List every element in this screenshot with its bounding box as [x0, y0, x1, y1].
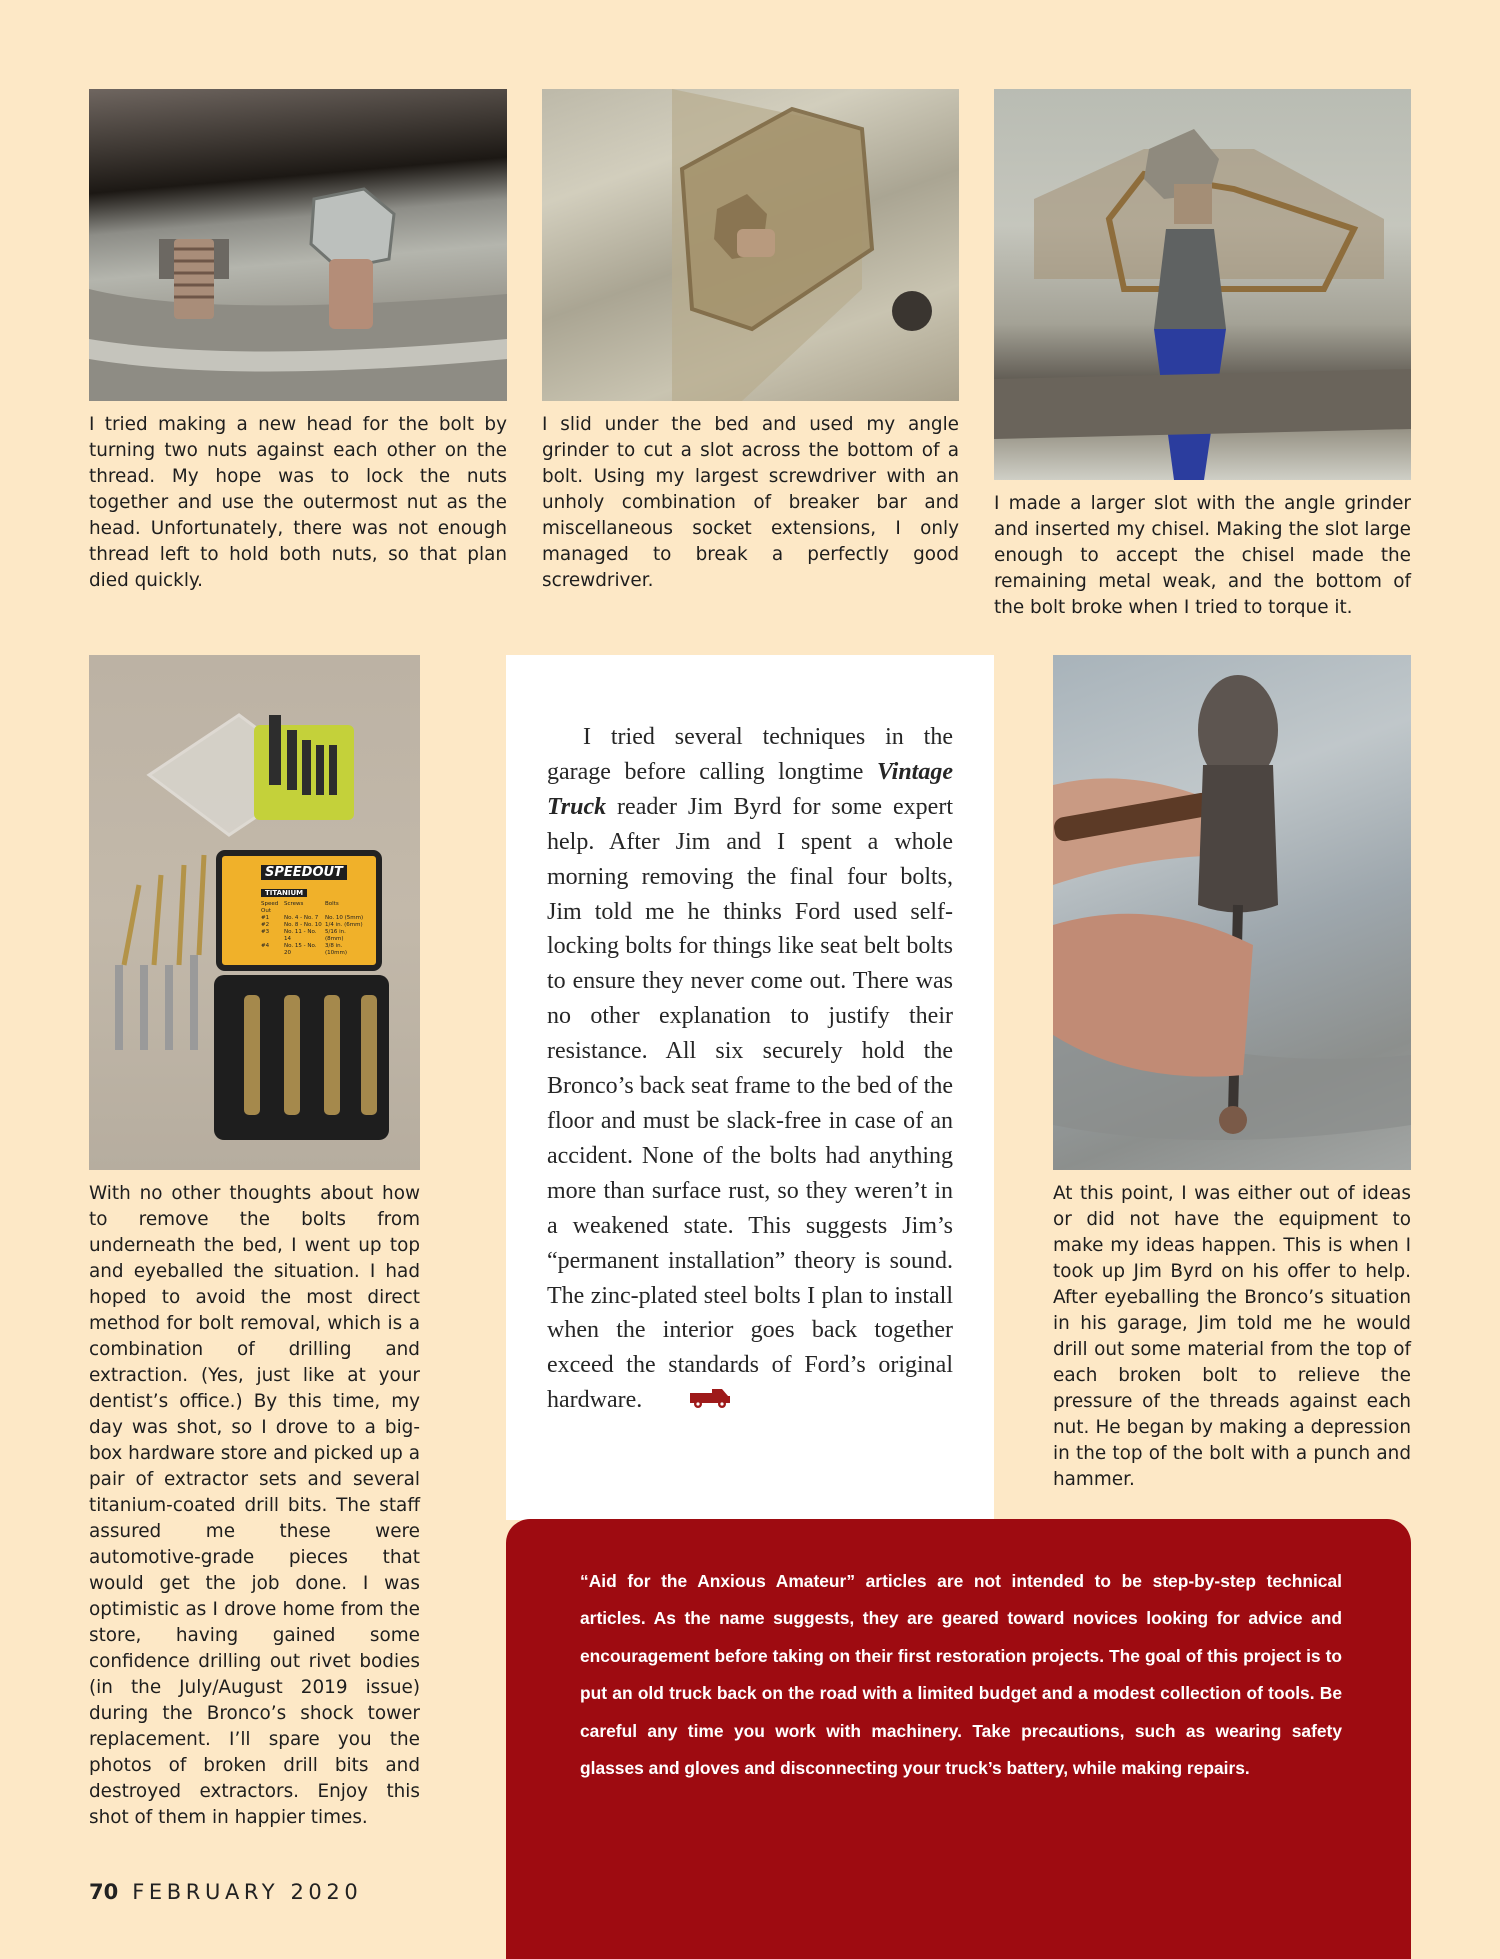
table-header: Speed Out [261, 901, 279, 914]
article-body [506, 655, 994, 1520]
table-cell: 1/4 in. (6mm) [325, 922, 363, 928]
photo-hammer-and-punch [1053, 655, 1411, 1170]
table-cell: #3 [261, 929, 270, 935]
table-cell: No. 11 - No. 14 [284, 929, 317, 942]
photo-caption-2: I slid under the bed and used my angle grinder to cut a slot across the bottom of a bolt. Using my largest screwdriver with an unholy combination of breaker bar and miscellaneous socket extensions, I only managed to break a perfectly good screwdriver. [542, 414, 959, 591]
magazine-name: Vintage Truck [547, 758, 953, 820]
table-row [261, 915, 371, 922]
table-row [261, 929, 371, 943]
table-header: Bolts [325, 901, 339, 907]
photo-extractor-sets [89, 655, 420, 1170]
photo-caption-5: At this point, I was either out of ideas or did not have the equipment to make my ideas happen. This is when I took up Jim Byrd on his offer to help. After eyeballing the Bronco’s situation in his garage, Jim told me he would drill out some material from the top of each broken bolt to relieve the pressure of the threads against each nut. He began by making a depression in the top of the bolt with a punch and hammer. [1053, 1183, 1411, 1490]
hammer-illustration [1053, 655, 1411, 1170]
photo-nuts-on-bolt [89, 89, 507, 401]
article-paragraph [547, 720, 953, 1420]
extractor-package-label [227, 861, 371, 961]
slotted-bolt-illustration [542, 89, 959, 401]
table-header: Screws [284, 901, 304, 907]
table-row [261, 922, 371, 929]
article-text-after: reader Jim Byrd for some expert help. After Jim and I spent a whole morning removing the final four bolts, Jim told me he thinks Ford used self-locking bolts for things like seat belt bolts to ensure they never come out. There was no other explanation to justify their resistance. All six securely hold the Bronco’s back seat frame to the bed of the floor and must be slack-free in case of an accident. None of the bolts had anything more than surface rust, so they weren’t in a weakened state. This suggests Jim’s “permanent installation” theory is sound. The zinc-plated steel bolts I plan to install when the interior goes back together exceed the standards of Ford’s original hardware. [547, 793, 953, 1414]
table-cell: No. 10 (5mm) [325, 915, 364, 921]
photo-chisel-in-slot [994, 89, 1411, 480]
disclaimer-text: “Aid for the Anxious Amateur” articles are not intended to be step-by-step technical articles. As the name suggests, they are geared toward novices looking for advice and encouragement before taking on their first restoration projects. The goal of this project is to put an old truck back on the road with a limited budget and a modest collection of tools. Be careful any time you work with machinery. Take precautions, such as wearing safety glasses and gloves and disconnecting your truck’s battery, while making repairs. [580, 1571, 1342, 1779]
table-row [261, 943, 371, 957]
table-cell: #1 [261, 915, 270, 921]
photo-caption-4: With no other thoughts about how to remove the bolts from underneath the bed, I went up top and eyeballed the situation. I had hoped to avoid the most direct method for bolt removal, which is a combination of drilling and extraction. (Yes, just like at your dentist’s office.) By this time, my day was shot, so I drove to a big-box hardware store and picked up a pair of extractor sets and several titanium-coated drill bits. The staff assured me these were automotive-grade pieces that would get the job done. I was optimistic as I drove home from the store, having gained some confidence drilling out rivet bodies (in the July/August 2019 issue) during the Bronco’s shock tower replacement. I’ll spare you the photos of broken drill bits and destroyed extractors. Enjoy this shot of them in happier times. [89, 1183, 420, 1828]
extractor-brand: SPEEDOUT [261, 865, 347, 880]
nuts-on-bolt-illustration [89, 89, 507, 401]
table-cell: 5/16 in. (8mm) [325, 929, 346, 942]
extractor-subtitle: TITANIUM [261, 889, 307, 897]
truck-icon [652, 1385, 732, 1420]
disclaimer-box [506, 1519, 1411, 1959]
issue-date: FEBRUARY 2020 [132, 1880, 363, 1904]
table-cell: No. 4 - No. 7 [284, 915, 319, 921]
article-text-before: I tried several techniques in the garage before calling longtime [547, 724, 953, 785]
table-cell: No. 8 - No. 10 [284, 922, 322, 928]
table-cell: 3/8 in. (10mm) [325, 943, 348, 956]
photo-caption-3: I made a larger slot with the angle grinder and inserted my chisel. Making the slot large enough to accept the chisel made the remaining metal weak, and the bottom of the bolt broke when I tried to torque it. [994, 493, 1411, 618]
table-cell: #2 [261, 922, 270, 928]
photo-slotted-bolt [542, 89, 959, 401]
page-number: 70 [89, 1880, 119, 1904]
extractor-size-table [261, 901, 371, 957]
table-cell: #4 [261, 943, 270, 949]
table-cell: No. 15 - No. 20 [284, 943, 317, 956]
chisel-illustration [994, 89, 1411, 480]
photo-caption-1: I tried making a new head for the bolt by turning two nuts against each other on the thread. My hope was to lock the nuts together and use the outermost nut as the head. Unfortunately, there was not enough thread left to hold both nuts, so that plan died quickly. [89, 414, 507, 591]
page-folio [89, 1878, 362, 1906]
